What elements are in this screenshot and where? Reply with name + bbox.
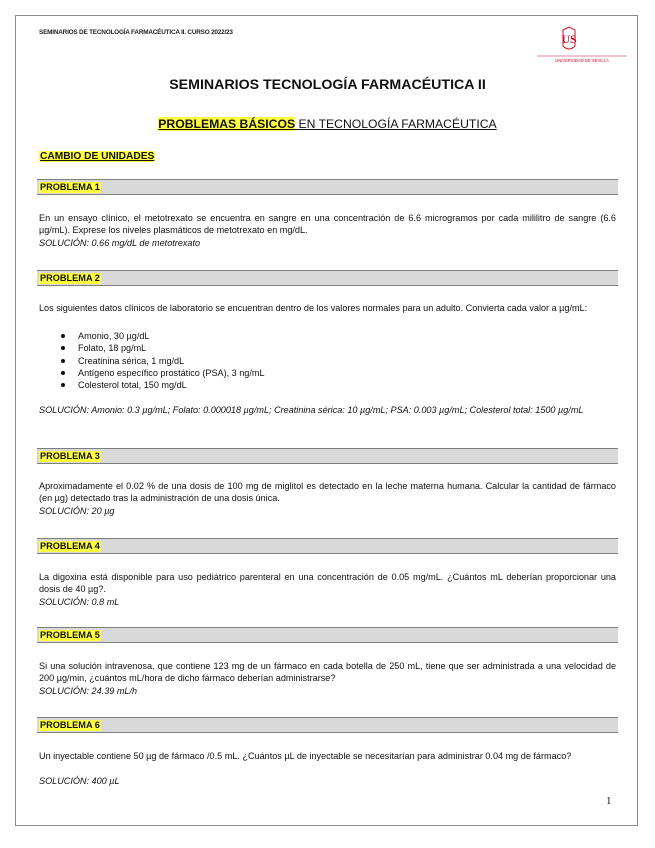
problem-3-solution: SOLUCIÓN: 20 µg: [39, 506, 115, 516]
problem-6-header: [37, 717, 618, 733]
problem-1-solution: SOLUCIÓN: 0.66 mg/dL de metotrexato: [39, 238, 201, 248]
document-title: SEMINARIOS TECNOLOGÍA FARMACÉUTICA II: [169, 77, 486, 93]
running-header: SEMINARIOS DE TECNOLOGÍA FARMACÉUTICA II. CURSO 2022/23: [39, 29, 233, 36]
list-item: Creatinina sérica, 1 mg/dL: [39, 355, 265, 367]
list-item: Colesterol total, 150 mg/dL: [39, 379, 265, 391]
section-heading: CAMBIO DE UNIDADES: [40, 151, 155, 162]
problem-6-solution: SOLUCIÓN: 400 µL: [39, 776, 120, 786]
problem-3-header: [37, 448, 618, 464]
subtitle-highlighted: PROBLEMAS BÁSICOS: [158, 117, 296, 131]
problem-6-text: Un inyectable contiene 50 µg de fármaco /0.5 mL. ¿Cuántos µL de inyectable se necesitarían para administrar 0.04 mg de fármaco?: [39, 751, 572, 761]
problem-3-label: PROBLEMA 3: [40, 451, 100, 461]
subtitle-rest: EN TECNOLOGÍA FARMACÉUTICA: [295, 117, 497, 131]
problem-1-label: PROBLEMA 1: [40, 182, 100, 192]
problem-5-label: PROBLEMA 5: [40, 630, 100, 640]
problem-1-header: [37, 179, 618, 195]
problem-5-solution: SOLUCIÓN: 24.39 mL/h: [39, 686, 138, 696]
logo-caption: UNIVERSIDAD DE SEVILLA: [555, 58, 609, 63]
list-item: Folato, 18 pg/mL: [39, 342, 265, 354]
list-item: Antígeno específico prostático (PSA), 3 ng/mL: [39, 367, 265, 379]
problem-2-list: [39, 330, 265, 391]
problem-6-label: PROBLEMA 6: [40, 720, 100, 730]
document-subtitle: [0, 117, 655, 131]
problem-2-solution: SOLUCIÓN: Amonio: 0.3 µg/mL; Folato: 0.000018 µg/mL; Creatinina sérica: 10 µg/mL; PSA: 0.003 µg/mL; Colesterol total: 1500 µg/mL: [39, 405, 584, 415]
logo-letters: US: [561, 32, 577, 46]
problem-5-text: Si una solución intravenosa, que contiene 123 mg de un fármaco en cada botella de 250 mL, tiene que ser administrada a una velocidad de 200 µg/min, ¿cuántos mL/hora de dicho fármaco deberían administrarse?: [39, 661, 616, 684]
list-item: Amonio, 30 µg/dL: [39, 330, 265, 342]
problem-2-header: [37, 270, 618, 286]
problem-2-text: Los siguientes datos clínicos de laboratorio se encuentran dentro de los valores normales para un adulto. Convierta cada valor a µg/mL:: [39, 303, 588, 313]
problem-2-label: PROBLEMA 2: [40, 273, 100, 283]
problem-4-solution: SOLUCIÓN: 0.8 mL: [39, 597, 120, 607]
problem-3-text: Aproximadamente el 0.02 % de una dosis de 100 mg de miglitol es detectado en la leche materna humana. Calcular la cantidad de fármaco (en µg) detectado tras la administración de una dosis única.: [39, 481, 616, 504]
problem-5-header: [37, 627, 618, 643]
page-number: 1: [606, 795, 612, 807]
problem-4-label: PROBLEMA 4: [40, 541, 100, 551]
problem-4-text: La digoxina está disponible para uso pediátrico parenteral en una concentración de 0.05 mg/mL. ¿Cuántos mL deberían proporcionar una dosis de 40 µg?.: [39, 572, 616, 595]
problem-4-header: [37, 538, 618, 554]
problem-1-text: En un ensayo clínico, el metotrexato se encuentra en sangre en una concentración de 6.6 microgramos por cada mililitro de sangre (6.6 µg/mL). Exprese los niveles plasmáticos de metotrexato en mg/dL.: [39, 213, 616, 236]
university-logo: [533, 26, 631, 66]
page-border: [15, 15, 638, 826]
